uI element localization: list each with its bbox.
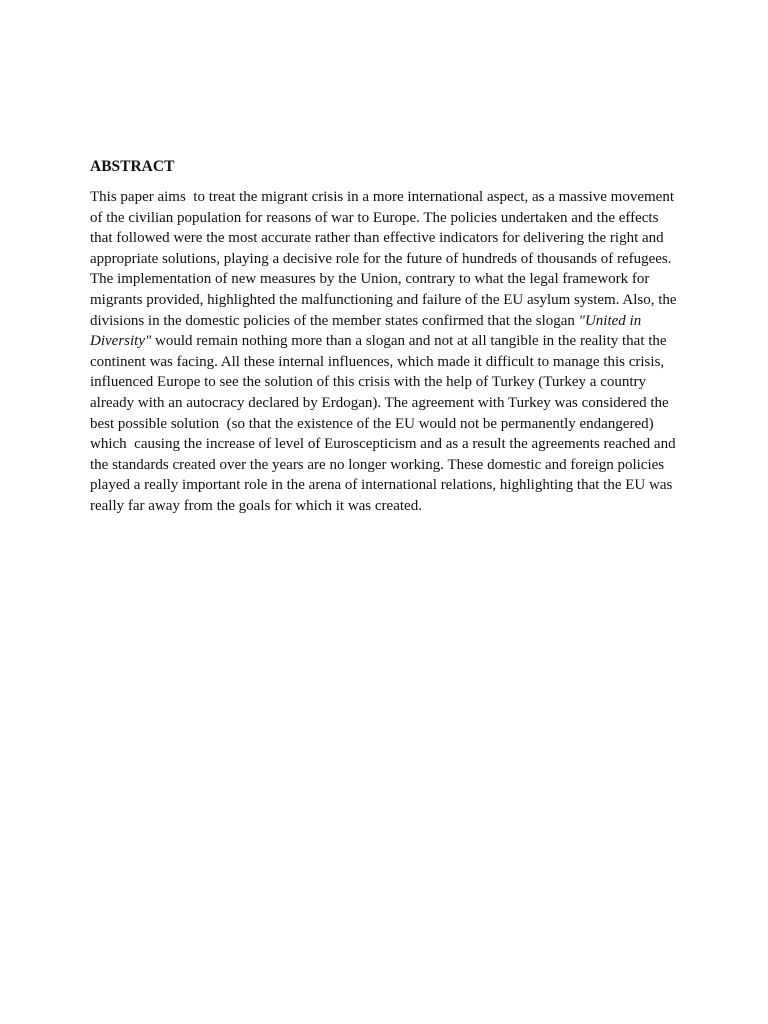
abstract-text-part-1: This paper aims to treat the migrant crisis in a more international aspect, as a massive movement of the civilian population for reasons of war to Europe. The policies undertaken and the effects that followed were the most accurate rather than effective indicators for delivering the right and appropriate solutions, playing a decisive role for the future of hundreds of thousands of refugees. The implementation of new measures by the Union, contrary to what the legal framework for migrants provided, highlighted the malfunctioning and failure of the EU asylum system. Also, the divisions in the domestic policies of the member states confirmed that the slogan: [90, 189, 681, 329]
abstract-text-part-2: would remain nothing more than a slogan and not at all tangible in the reality that the continent was facing. All these internal influences, which made it difficult to manage this crisis, influenced Europe to see the solution of this crisis with the help of Turkey (Turkey a country already with an autocracy declared by Erdogan). The agreement with Turkey was considered the best possible solution (so that the existence of the EU would not be permanently endangered) which causing the increase of level of Euroscepticism and as a result the agreements reached and the standards created over the years are no longer working. These domestic and foreign policies played a really important role in the arena of international relations, highlighting that the EU was really far away from the goals for which it was created.: [90, 333, 680, 514]
abstract-paragraph: [90, 187, 680, 517]
abstract-section: [90, 157, 680, 517]
abstract-heading: ABSTRACT: [90, 158, 175, 175]
abstract-slogan-italic: "United in Diversity": [90, 312, 645, 350]
